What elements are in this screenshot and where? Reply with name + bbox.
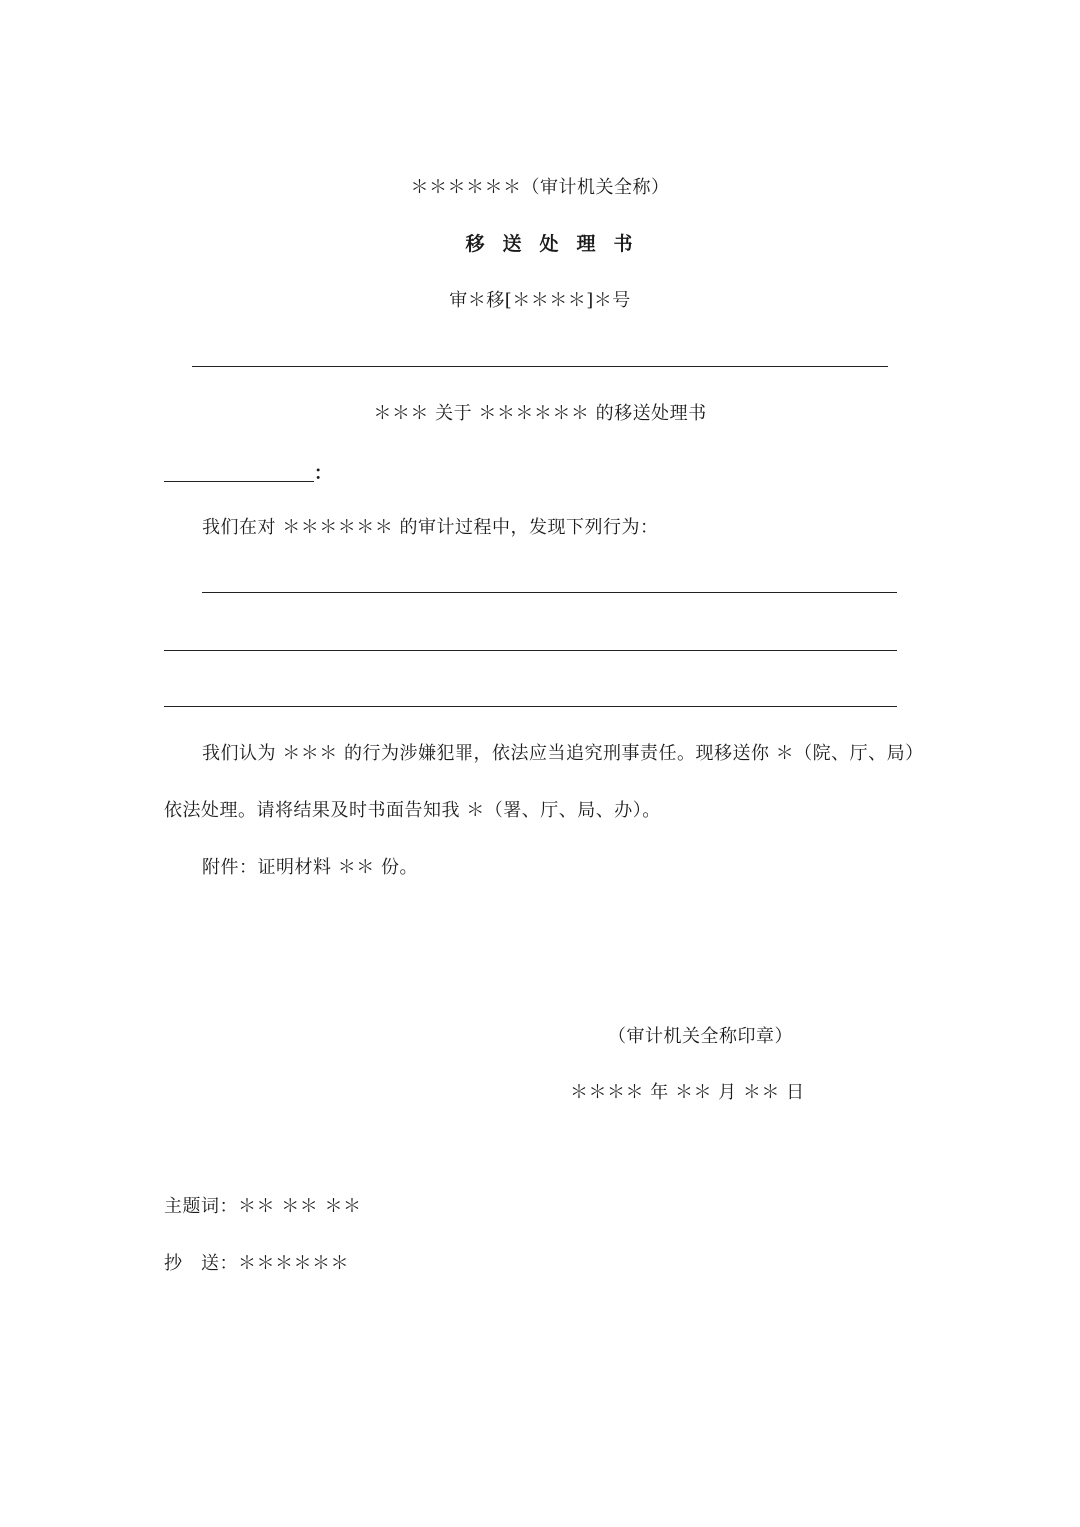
fill-line-2 — [164, 650, 897, 651]
paragraph-findings: 我们在对 ＊＊＊＊＊＊ 的审计过程中，发现下列行为： — [202, 517, 659, 538]
subject-line: ＊＊＊ 关于 ＊＊＊＊＊＊ 的移送处理书 — [373, 403, 707, 424]
paragraph-conclusion-line1: 我们认为 ＊＊＊ 的行为涉嫌犯罪，依法应当追究刑事责任。现移送你 ＊（院、厅、局） — [202, 743, 924, 764]
cc-line: 抄 送：＊＊＊＊＊＊ — [164, 1253, 349, 1274]
addressee-colon: ： — [314, 463, 333, 484]
header-divider — [192, 366, 888, 367]
document-number: 审＊移[＊＊＊＊]＊号 — [449, 290, 631, 311]
fill-line-3 — [164, 706, 897, 707]
keywords: 主题词：＊＊ ＊＊ ＊＊ — [164, 1196, 362, 1217]
fill-line-1 — [202, 592, 897, 593]
attachment-note: 附件：证明材料 ＊＊ 份。 — [202, 857, 418, 878]
addressee-blank — [164, 481, 314, 482]
agency-name: ＊＊＊＊＊＊（审计机关全称） — [410, 177, 670, 198]
signature-date: ＊＊＊＊ 年 ＊＊ 月 ＊＊ 日 — [570, 1082, 805, 1103]
document-title: 移送处理书 — [465, 233, 651, 255]
paragraph-conclusion-line2: 依法处理。请将结果及时书面告知我 ＊（署、厅、局、办）。 — [164, 800, 661, 821]
seal-text: （审计机关全称印章） — [608, 1026, 793, 1047]
